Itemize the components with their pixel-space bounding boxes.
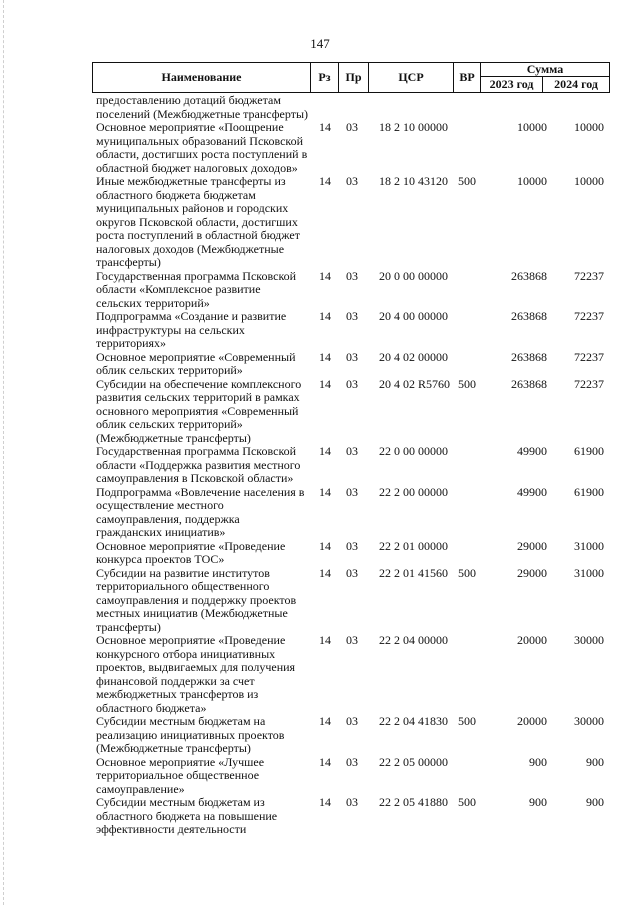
- cell-pr: 03: [346, 565, 358, 580]
- cell-csr: 20 4 00 00000: [379, 309, 448, 323]
- cell-sum-2024: 61900: [574, 444, 604, 458]
- cell-vr: 500: [458, 714, 476, 728]
- table-row: [96, 567, 610, 635]
- cell-sum-2023: 10000: [517, 174, 547, 188]
- cell-rz: 14: [319, 565, 331, 580]
- cell-csr: 20 4 02 R5760: [379, 376, 451, 391]
- cell-rz: 14: [319, 633, 331, 647]
- cell-sum-2024: 72237: [574, 268, 604, 283]
- cell-pr: 03: [346, 795, 358, 809]
- cell-rz: 14: [319, 174, 331, 188]
- cell-name: Субсидии на развитие институтов территориального общественного самоуправления и поддержку проектов местных инициатив (Межбюджетные трансферты): [96, 565, 297, 634]
- cell-csr: 22 2 05 00000: [379, 754, 448, 769]
- cell-csr: 22 2 05 41880: [379, 795, 448, 809]
- header-rz: Рз: [311, 63, 339, 92]
- cell-csr: 22 2 00 00000: [379, 484, 448, 499]
- table-row: [96, 540, 610, 567]
- cell-pr: 03: [346, 754, 358, 769]
- cell-pr: 03: [346, 309, 358, 323]
- cell-vr: 500: [458, 174, 476, 188]
- table-row: [96, 175, 610, 270]
- cell-rz: 14: [319, 795, 331, 809]
- table-row: [96, 378, 610, 446]
- cell-name: Субсидии местным бюджетам из областного бюджета на повышение эффективности деятельности: [96, 795, 278, 836]
- cell-csr: 20 4 02 00000: [379, 349, 448, 364]
- cell-vr: 500: [458, 376, 476, 391]
- cell-pr: 03: [346, 120, 358, 134]
- table-row: [96, 94, 610, 121]
- cell-name: Основное мероприятие «Проведение конкурса проектов ТОС»: [96, 538, 286, 566]
- cell-name: Подпрограмма «Вовлечение населения в осуществление местного самоуправления, поддержка гражданских инициатив»: [96, 484, 305, 539]
- cell-pr: 03: [346, 484, 358, 499]
- cell-sum-2023: 10000: [517, 120, 547, 134]
- cell-name: Государственная программа Псковской области «Комплексное развитие сельских территорий»: [96, 268, 297, 310]
- cell-name: Основное мероприятие «Проведение конкурсного отбора инициативных проектов, выдвигаемых для получения финансовой поддержки за счет межбюджетных трансфертов из областного бюджета»: [96, 633, 296, 715]
- table-row: [96, 445, 610, 486]
- header-pr: Пр: [339, 63, 369, 92]
- cell-sum-2024: 10000: [574, 174, 604, 188]
- cell-csr: 20 0 00 00000: [379, 268, 448, 283]
- cell-sum-2023: 49900: [517, 444, 547, 458]
- cell-name: Субсидии на обеспечение комплексного развития сельских территорий в рамках основного мероприятия «Современный облик сельских территорий» (Межбюджетные трансферты): [96, 376, 302, 445]
- cell-name: предоставлению дотаций бюджетам поселений (Межбюджетные трансферты): [96, 93, 309, 121]
- cell-sum-2024: 31000: [574, 538, 604, 553]
- scan-margin-line: [3, 0, 4, 905]
- cell-sum-2023: 263868: [511, 268, 547, 283]
- cell-pr: 03: [346, 633, 358, 647]
- cell-sum-2024: 900: [586, 795, 604, 809]
- cell-sum-2024: 30000: [574, 714, 604, 728]
- cell-rz: 14: [319, 349, 331, 364]
- cell-name: Подпрограмма «Создание и развитие инфраструктуры на сельских территориях»: [96, 309, 287, 350]
- cell-name: Иные межбюджетные трансферты из областного бюджета бюджетам муниципальных районов и городских округов Псковской области, достигших роста поступлений в областной бюджет налоговых доходов (Межбюджетные трансферты): [96, 174, 300, 269]
- table-row: [96, 796, 610, 837]
- table-row: [96, 756, 610, 797]
- cell-rz: 14: [319, 714, 331, 728]
- cell-rz: 14: [319, 444, 331, 458]
- header-csr: ЦСР: [369, 63, 454, 92]
- cell-csr: 22 2 01 41560: [379, 565, 448, 580]
- table-row: [96, 351, 610, 378]
- cell-sum-2023: 29000: [517, 565, 547, 580]
- header-sum: Сумма: [481, 63, 609, 77]
- table-header: [92, 62, 610, 93]
- cell-name: Основное мероприятие «Современный облик сельских территорий»: [96, 349, 296, 377]
- cell-sum-2023: 263868: [511, 309, 547, 323]
- cell-pr: 03: [346, 538, 358, 553]
- cell-rz: 14: [319, 754, 331, 769]
- cell-rz: 14: [319, 268, 331, 283]
- cell-sum-2023: 29000: [517, 538, 547, 553]
- header-vr: ВР: [454, 63, 481, 92]
- cell-sum-2023: 263868: [511, 349, 547, 364]
- cell-pr: 03: [346, 376, 358, 391]
- cell-sum-2023: 900: [529, 754, 547, 769]
- cell-csr: 18 2 10 00000: [379, 120, 448, 134]
- cell-sum-2023: 20000: [517, 714, 547, 728]
- cell-sum-2024: 900: [586, 754, 604, 769]
- cell-sum-2023: 49900: [517, 484, 547, 499]
- table-row: [96, 486, 610, 540]
- table-row: [96, 310, 610, 351]
- cell-rz: 14: [319, 309, 331, 323]
- header-2024: 2024 год: [554, 77, 598, 91]
- cell-vr: 500: [458, 565, 476, 580]
- cell-name: Основное мероприятие «Лучшее территориальное общественное самоуправление»: [96, 754, 265, 796]
- table-row: [96, 715, 610, 756]
- cell-pr: 03: [346, 714, 358, 728]
- cell-pr: 03: [346, 268, 358, 283]
- cell-sum-2024: 30000: [574, 633, 604, 647]
- cell-csr: 22 0 00 00000: [379, 444, 448, 458]
- cell-sum-2024: 10000: [574, 120, 604, 134]
- cell-name: Государственная программа Псковской области «Поддержка развития местного самоуправления в Псковской области»: [96, 444, 301, 485]
- cell-sum-2024: 61900: [574, 484, 604, 499]
- cell-rz: 14: [319, 120, 331, 134]
- header-2023: 2023 год: [481, 77, 543, 92]
- cell-name: Субсидии местным бюджетам на реализацию инициативных проектов (Межбюджетные трансферты): [96, 714, 285, 755]
- cell-csr: 22 2 01 00000: [379, 538, 448, 553]
- page-number: 147: [310, 36, 330, 51]
- cell-csr: 18 2 10 43120: [379, 174, 448, 188]
- cell-rz: 14: [319, 484, 331, 499]
- cell-rz: 14: [319, 538, 331, 553]
- cell-sum-2023: 263868: [511, 376, 547, 391]
- cell-rz: 14: [319, 376, 331, 391]
- cell-sum-2024: 31000: [574, 565, 604, 580]
- cell-sum-2024: 72237: [574, 349, 604, 364]
- cell-sum-2024: 72237: [574, 376, 604, 391]
- cell-pr: 03: [346, 444, 358, 458]
- table-row: [96, 634, 610, 715]
- cell-pr: 03: [346, 174, 358, 188]
- cell-vr: 500: [458, 795, 476, 809]
- cell-csr: 22 2 04 41830: [379, 714, 448, 728]
- cell-sum-2023: 900: [529, 795, 547, 809]
- cell-sum-2024: 72237: [574, 309, 604, 323]
- table-row: [96, 270, 610, 311]
- cell-sum-2023: 20000: [517, 633, 547, 647]
- header-name: Наименование: [93, 63, 311, 92]
- cell-csr: 22 2 04 00000: [379, 633, 448, 647]
- cell-pr: 03: [346, 349, 358, 364]
- cell-name: Основное мероприятие «Поощрение муниципальных образований Псковской области, достигших роста поступлений в областной бюджет налоговых доходов»: [96, 120, 308, 175]
- table-row: [96, 121, 610, 175]
- table-body: [96, 94, 610, 837]
